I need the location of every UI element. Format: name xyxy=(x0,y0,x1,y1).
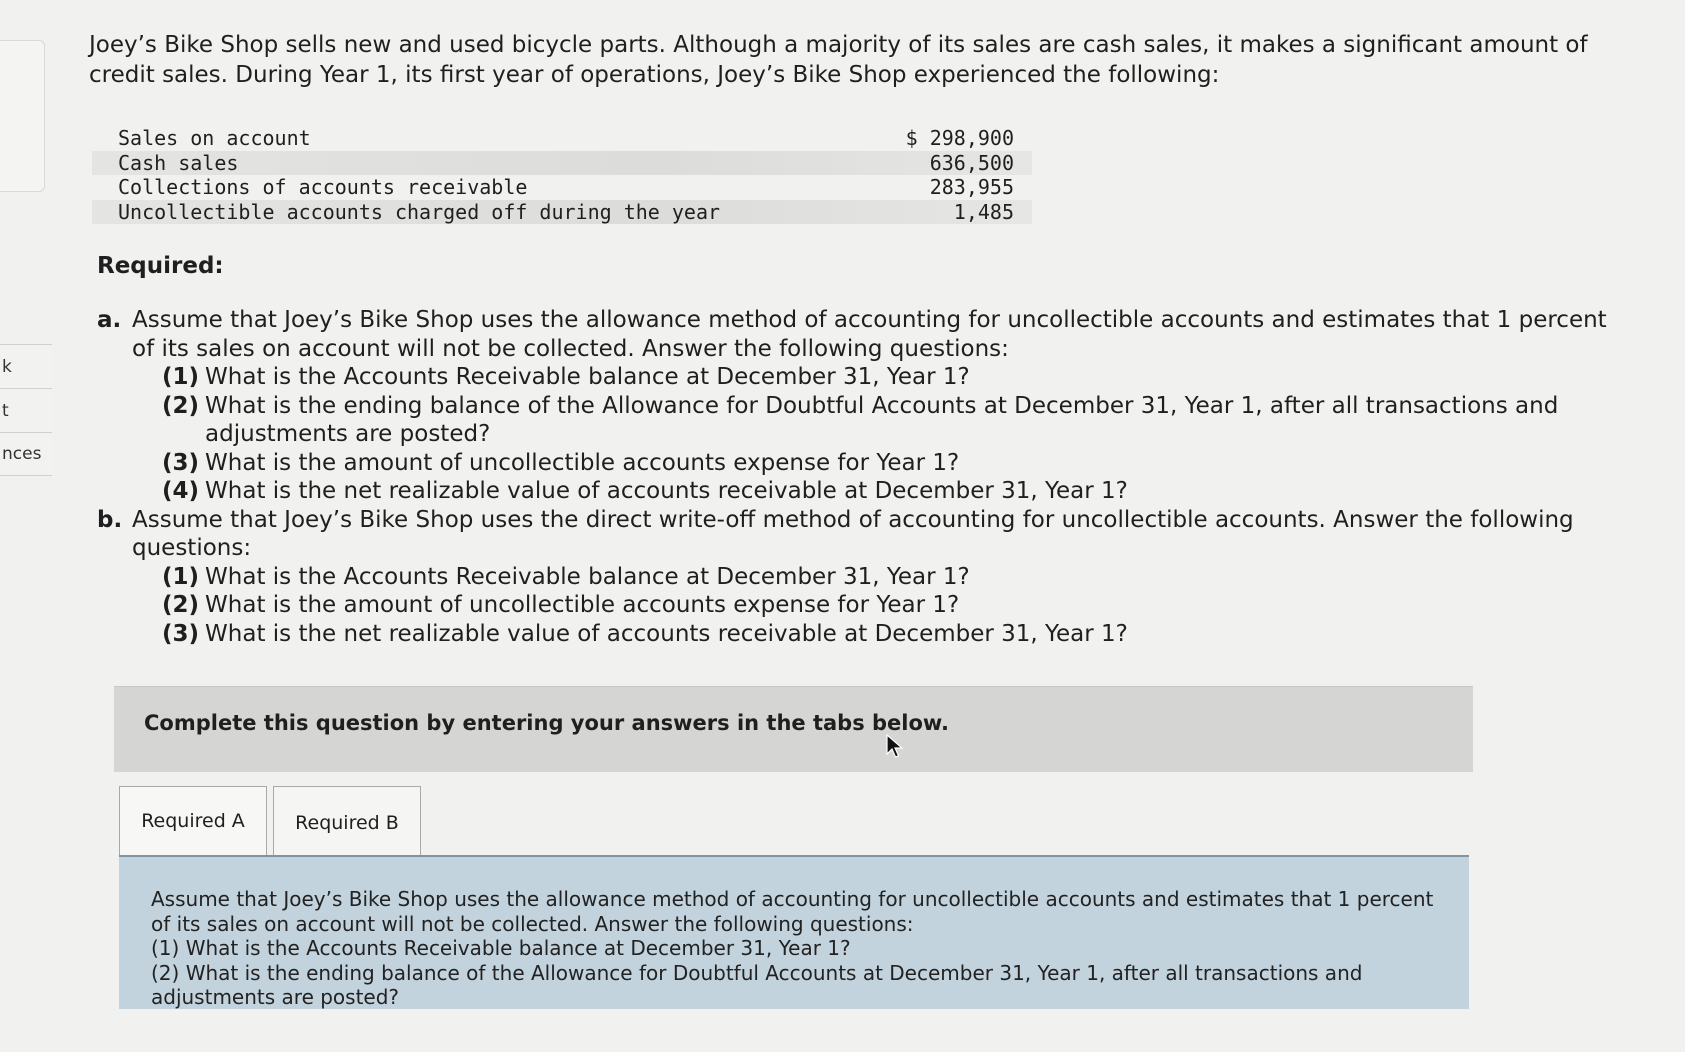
part-b xyxy=(97,506,1617,649)
left-sidebar xyxy=(0,30,48,550)
part-text: Assume that Joey’s Bike Shop uses the direct write-off method of accounting for uncollectible accounts. Answer the following questions: xyxy=(132,506,1574,561)
instructions-text: Complete this question by entering your answers in the tabs below. xyxy=(144,711,949,735)
question-text: What is the amount of uncollectible accounts expense for Year 1? xyxy=(205,449,960,476)
required-parts xyxy=(97,306,1617,648)
row-value: $ 298,900 xyxy=(905,126,1014,150)
instructions-bar xyxy=(114,686,1473,772)
sidebar-item-2[interactable] xyxy=(0,388,52,432)
question-text: What is the net realizable value of accounts receivable at December 31, Year 1? xyxy=(205,478,1128,504)
sidebar-item-1[interactable] xyxy=(0,344,52,388)
row-label: Sales on account xyxy=(118,126,311,150)
question-item xyxy=(132,449,1617,478)
table-row xyxy=(92,151,1032,176)
part-text: Assume that Joey’s Bike Shop uses the allowance method of accounting for uncollectible accounts and estimates that 1 percent of its sales on account will not be collected. Answer the following questions: xyxy=(132,307,1607,362)
question-text: What is the Accounts Receivable balance at December 31, Year 1? xyxy=(205,563,970,590)
part-letter: b. xyxy=(97,506,123,533)
question-item xyxy=(132,363,1617,392)
sidebar-item-label: nces xyxy=(2,444,42,464)
question-text: What is the Accounts Receivable balance at December 31, Year 1? xyxy=(205,364,970,390)
row-value: 636,500 xyxy=(929,150,1014,175)
question-item xyxy=(132,591,1617,620)
sidebar-card[interactable] xyxy=(0,40,45,192)
table-row xyxy=(92,126,1032,151)
tab-label: Required A xyxy=(141,810,245,832)
question-item xyxy=(132,392,1617,449)
question-number: (3) xyxy=(162,620,200,647)
question-item xyxy=(132,477,1617,506)
mouse-cursor-icon xyxy=(886,734,904,760)
question-text: What is the net realizable value of accounts receivable at December 31, Year 1? xyxy=(205,620,1128,647)
required-heading: Required: xyxy=(97,253,224,279)
question-item xyxy=(132,620,1617,649)
problem-statement xyxy=(89,30,1609,90)
question-number: (1) xyxy=(162,364,200,390)
question-number: (4) xyxy=(162,478,200,504)
panel-text: Assume that Joey’s Bike Shop uses the allowance method of accounting for uncollectible accounts and estimates that 1 percent of its sales on account will not be collected. Answer the following questions: xyxy=(151,887,1434,936)
question-number: (3) xyxy=(162,449,200,476)
data-table xyxy=(92,126,1032,224)
panel-question: (1) What is the Accounts Receivable balance at December 31, Year 1? xyxy=(151,936,851,960)
question-number: (1) xyxy=(162,563,200,590)
panel-question: (2) What is the ending balance of the Allowance for Doubtful Accounts at December 31, Year 1, after all transactions and adjustments are posted? xyxy=(151,960,1363,1009)
problem-intro: Joey’s Bike Shop sells new and used bicycle parts. Although a majority of its sales are cash sales, it makes a significant amount of credit sales. During Year 1, its first year of operations, Joey’s Bike Shop experienced the following: xyxy=(89,32,1588,88)
row-label: Cash sales xyxy=(118,150,239,175)
tab-label: Required B xyxy=(295,811,399,834)
row-value: 283,955 xyxy=(929,175,1014,199)
table-row xyxy=(92,200,1032,225)
question-number: (2) xyxy=(162,592,200,618)
tab-required-b[interactable] xyxy=(273,786,421,858)
table-row xyxy=(92,175,1032,200)
question-text: What is the amount of uncollectible accounts expense for Year 1? xyxy=(205,592,960,618)
part-letter: a. xyxy=(97,307,122,333)
row-label: Uncollectible accounts charged off during the year xyxy=(118,199,721,224)
question-number: (2) xyxy=(162,392,200,419)
row-label: Collections of accounts receivable xyxy=(118,175,528,199)
tab-bar xyxy=(119,786,427,858)
sidebar-item-label: t xyxy=(2,400,9,421)
question-item xyxy=(132,563,1617,592)
sidebar-item-3[interactable] xyxy=(0,432,52,476)
sidebar-item-label: k xyxy=(2,356,12,377)
part-a xyxy=(97,306,1617,506)
row-value: 1,485 xyxy=(953,199,1014,224)
tab-panel-required-a xyxy=(119,857,1469,1009)
tab-required-a[interactable] xyxy=(119,786,267,858)
question-text: What is the ending balance of the Allowance for Doubtful Accounts at December 31, Year 1, after all transactions and adjustments are posted? xyxy=(205,392,1559,447)
